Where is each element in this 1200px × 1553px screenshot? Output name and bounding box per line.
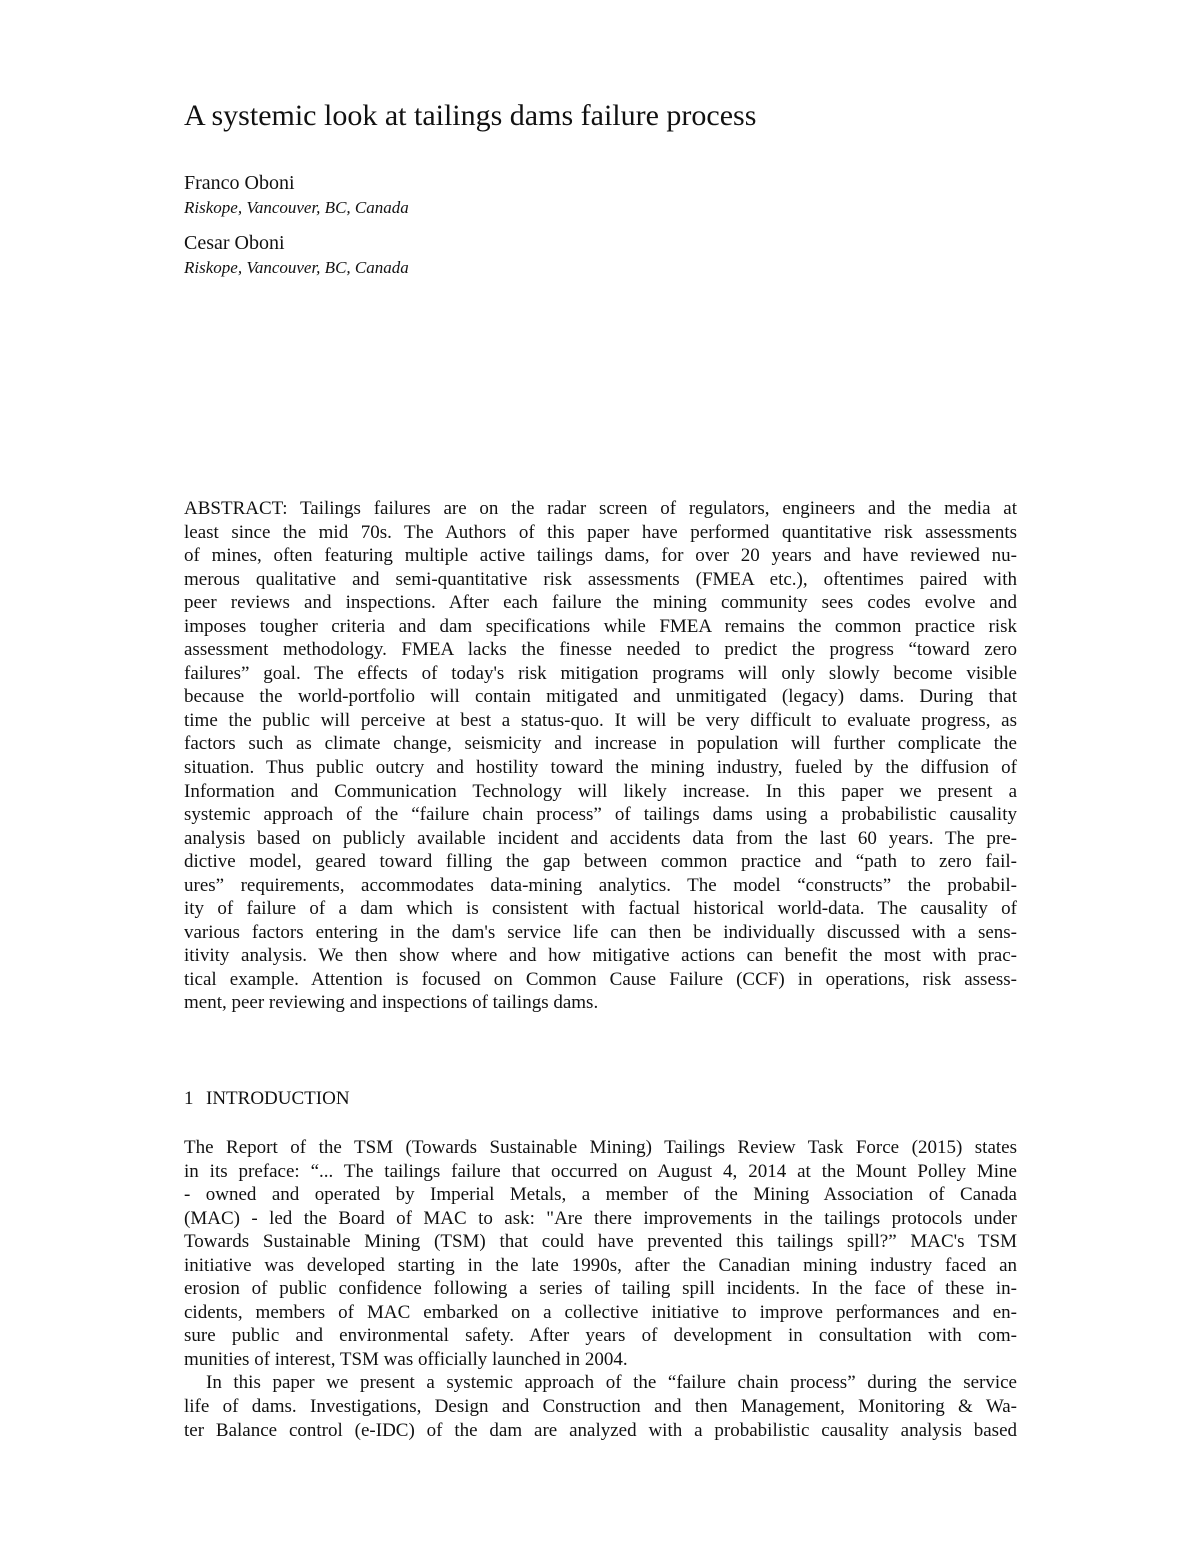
abstract-line: dictive model, geared toward filling the gap between common practice and “path to zero fail- — [184, 851, 1017, 873]
body-line: Towards Sustainable Mining (TSM) that could have prevented this tailings spill?” MAC's TSM — [184, 1231, 1017, 1253]
abstract-line: situation. Thus public outcry and hostility toward the mining industry, fueled by the diffusion of — [184, 757, 1017, 779]
section-title: INTRODUCTION — [206, 1088, 350, 1109]
section-heading — [184, 1087, 350, 1111]
abstract-line: Information and Communication Technology will likely increase. In this paper we present a — [184, 780, 1017, 802]
author-affiliation: Riskope, Vancouver, BC, Canada — [184, 258, 409, 277]
abstract-line: because the world-portfolio will contain mitigated and unmitigated (legacy) dams. During that — [184, 686, 1017, 708]
body-line: erosion of public confidence following a series of tailing spill incidents. In the face of these in- — [184, 1278, 1017, 1300]
section-number: 1 — [184, 1088, 194, 1109]
intro-paragraph-1 — [184, 1136, 1017, 1371]
body-line: sure public and environmental safety. After years of development in consultation with com- — [184, 1325, 1017, 1347]
intro-body — [184, 1136, 1017, 1442]
body-line: munities of interest, TSM was officially launched in 2004. — [184, 1348, 628, 1370]
intro-paragraph-2 — [184, 1371, 1017, 1442]
author-affiliation: Riskope, Vancouver, BC, Canada — [184, 198, 409, 217]
body-line: In this paper we present a systemic approach of the “failure chain process” during the service — [206, 1372, 1017, 1394]
abstract — [184, 497, 1017, 1015]
body-line: cidents, members of MAC embarked on a collective initiative to improve performances and en- — [184, 1301, 1017, 1323]
author-name: Cesar Oboni — [184, 232, 285, 254]
abstract-line: imposes tougher criteria and dam specifications while FMEA remains the common practice risk — [184, 615, 1017, 637]
body-line: ter Balance control (e-IDC) of the dam are analyzed with a probabilistic causality analysis based — [184, 1419, 1017, 1441]
abstract-line: time the public will perceive at best a status-quo. It will be very difficult to evaluate progress, as — [184, 709, 1017, 731]
body-line: initiative was developed starting in the late 1990s, after the Canadian mining industry faced an — [184, 1254, 1017, 1276]
body-line: (MAC) - led the Board of MAC to ask: "Are there improvements in the tailings protocols under — [184, 1207, 1017, 1229]
body-line: - owned and operated by Imperial Metals, a member of the Mining Association of Canada — [184, 1184, 1017, 1206]
abstract-line: peer reviews and inspections. After each failure the mining community sees codes evolve and — [184, 592, 1017, 614]
abstract-line: assessment methodology. FMEA lacks the finesse needed to predict the progress “toward zero — [184, 639, 1017, 661]
abstract-line: itivity analysis. We then show where and how mitigative actions can benefit the most with prac- — [184, 945, 1017, 967]
body-line: The Report of the TSM (Towards Sustainable Mining) Tailings Review Task Force (2015) states — [184, 1137, 1017, 1158]
abstract-line: ment, peer reviewing and inspections of tailings dams. — [184, 992, 599, 1014]
abstract-line: ures” requirements, accommodates data-mining analytics. The model “constructs” the probabil- — [184, 874, 1017, 896]
paper-title: A systemic look at tailings dams failure process — [184, 99, 757, 132]
abstract-line: tical example. Attention is focused on Common Cause Failure (CCF) in operations, risk assess- — [184, 968, 1017, 990]
abstract-line: analysis based on publicly available incident and accidents data from the last 60 years. The pre- — [184, 827, 1017, 849]
body-line: in its preface: “... The tailings failure that occurred on August 4, 2014 at the Mount Polley Mine — [184, 1160, 1017, 1182]
body-line: life of dams. Investigations, Design and Construction and then Management, Monitoring & Wa- — [184, 1396, 1017, 1418]
abstract-line: least since the mid 70s. The Authors of this paper have performed quantitative risk assessments — [184, 521, 1017, 543]
author-name: Franco Oboni — [184, 172, 295, 194]
abstract-line: merous qualitative and semi-quantitative risk assessments (FMEA etc.), oftentimes paired with — [184, 568, 1017, 590]
abstract-line: of mines, often featuring multiple active tailings dams, for over 20 years and have reviewed nu- — [184, 545, 1017, 567]
abstract-line: failures” goal. The effects of today's risk mitigation programs will only slowly become visible — [184, 662, 1017, 684]
abstract-line: various factors entering in the dam's service life can then be individually discussed with a sens- — [184, 921, 1017, 943]
abstract-line: systemic approach of the “failure chain process” of tailings dams using a probabilistic causality — [184, 804, 1017, 826]
abstract-line: ity of failure of a dam which is consistent with factual historical world-data. The causality of — [184, 898, 1017, 920]
abstract-line: ABSTRACT: Tailings failures are on the radar screen of regulators, engineers and the media at — [184, 498, 1017, 519]
abstract-line: factors such as climate change, seismicity and increase in population will further complicate the — [184, 733, 1017, 755]
